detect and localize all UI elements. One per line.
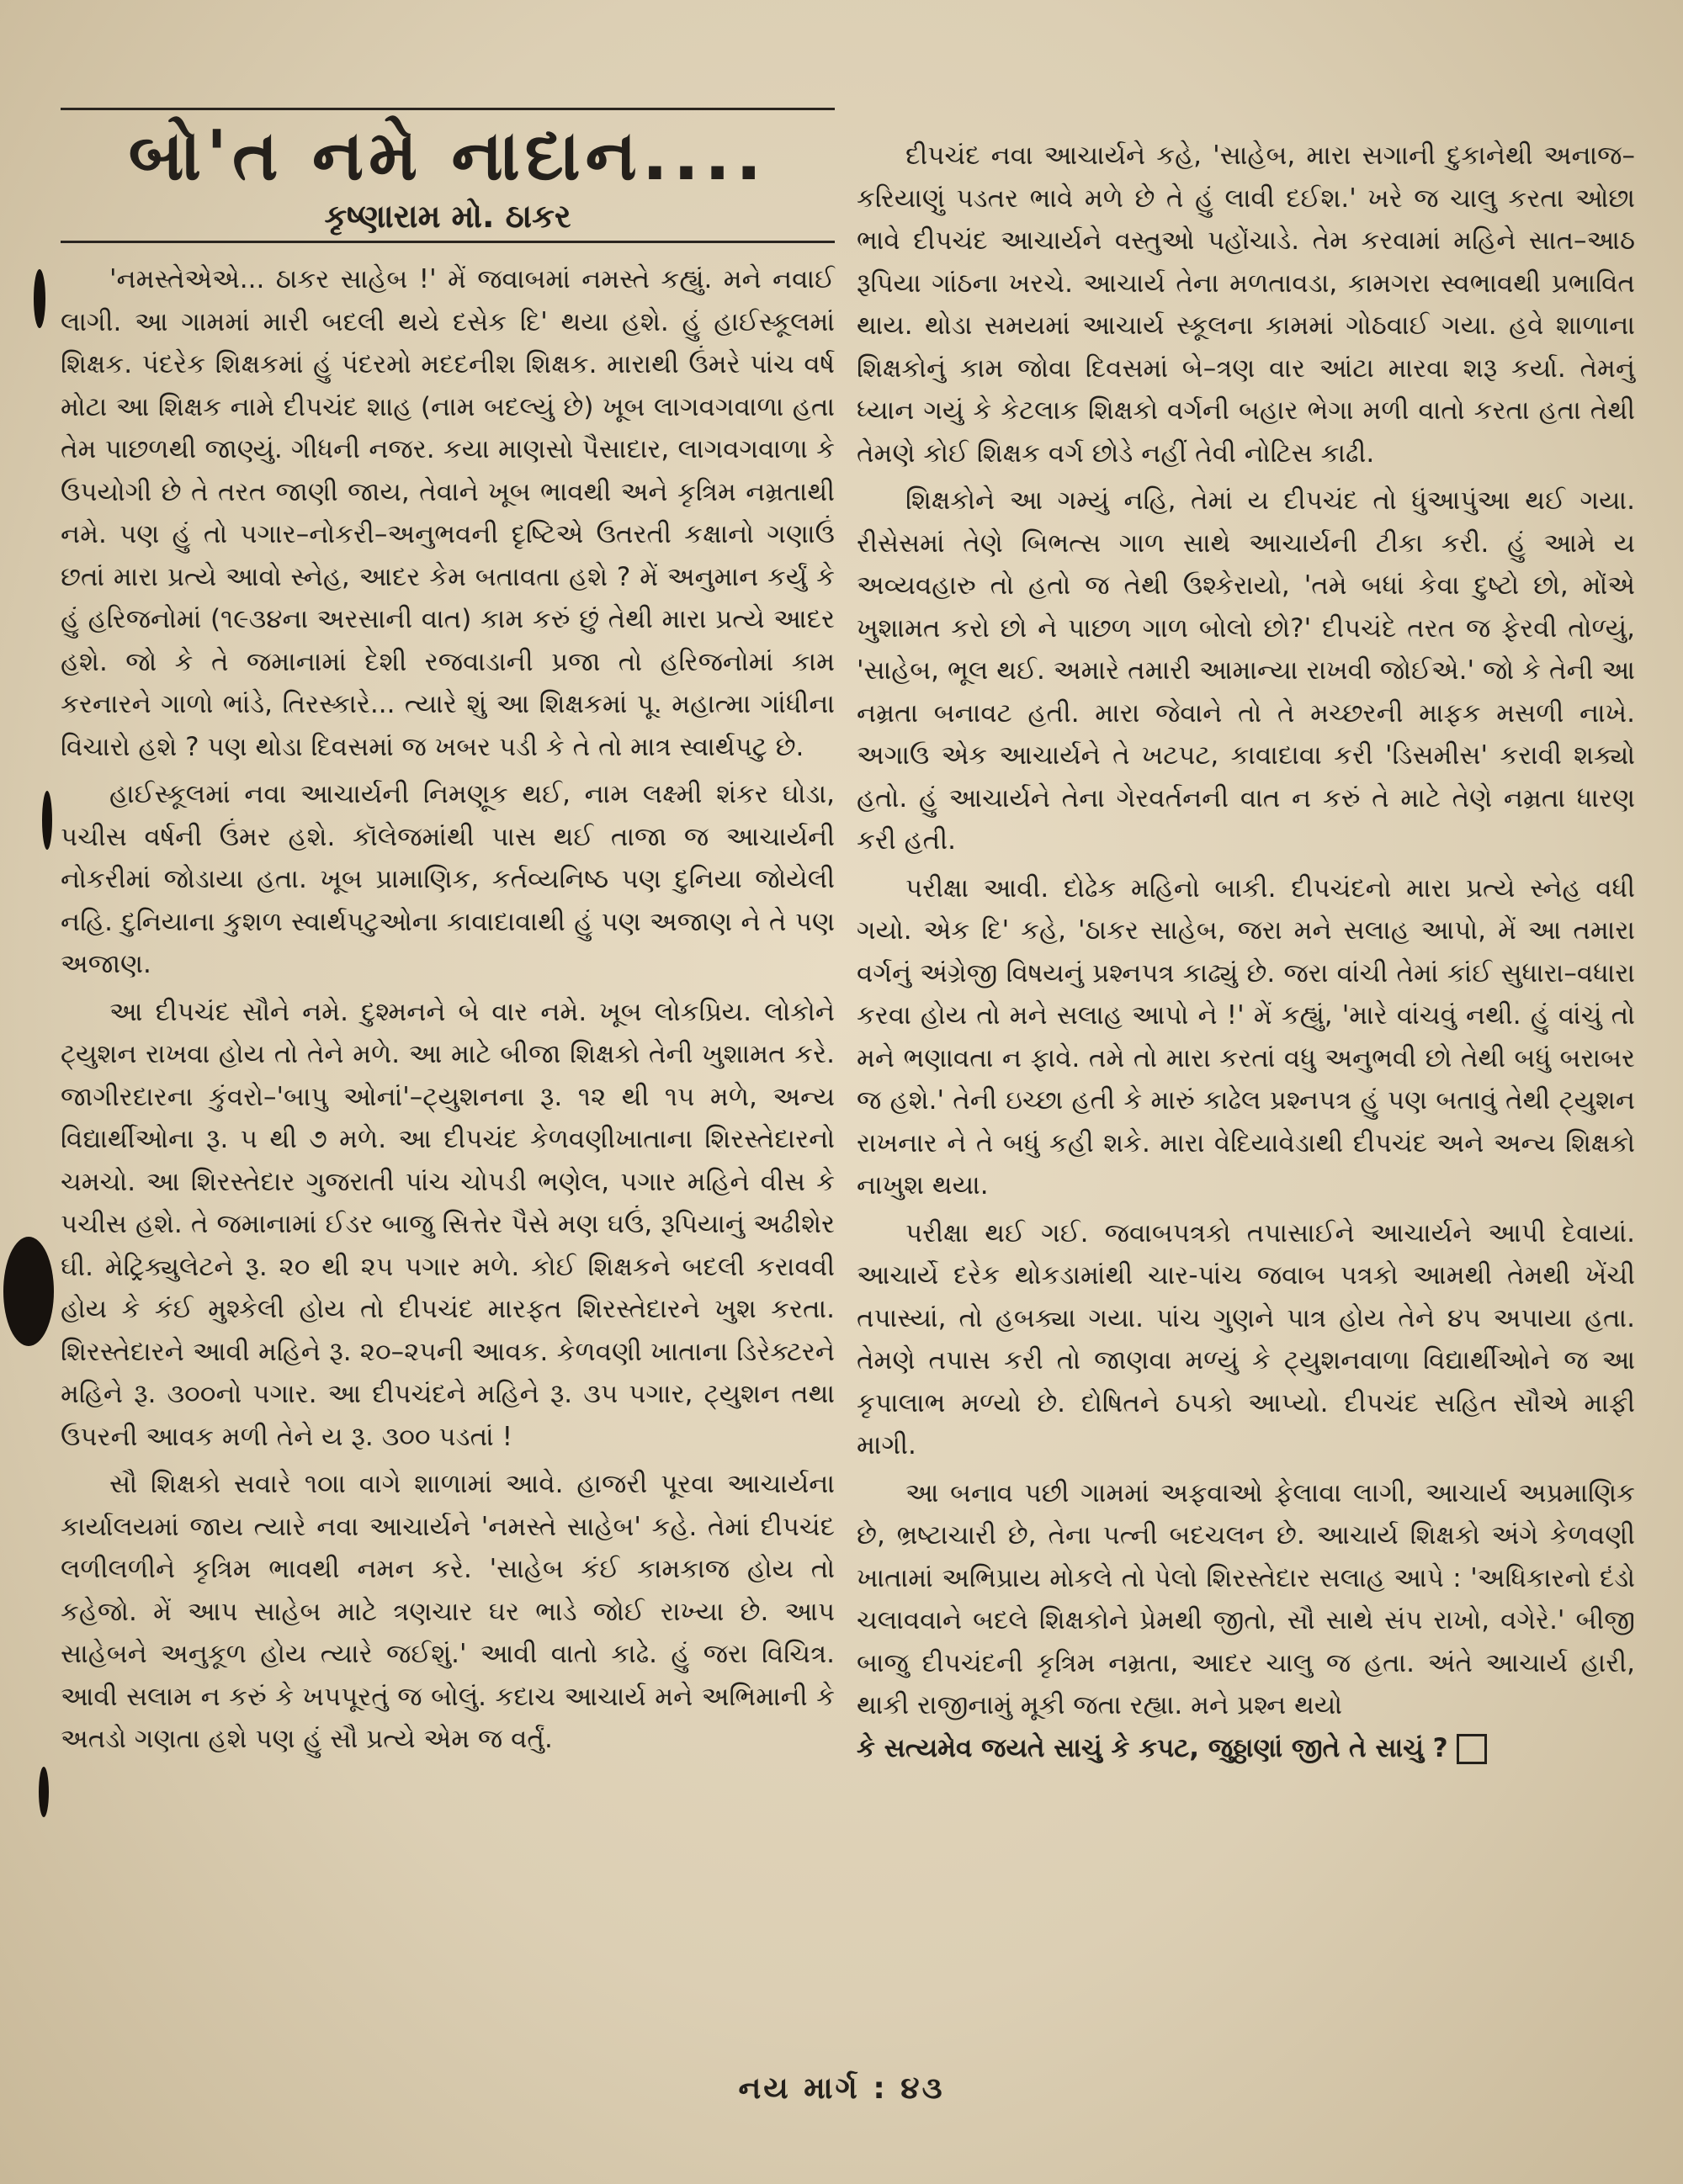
body-paragraph: પરીક્ષા થઈ ગઈ. જવાબપત્રકો તપાસાઈને આચાર્યને આપી દેવાયાં. આચાર્યે દરેક થોકડામાંથી ચાર-પાંચ જવાબ પત્રકો આમથી તેમથી ખેંચી તપાસ્યાં, તો હબક્યા ગયા. પાંચ ગુણને પાત્ર હોય તેને ૪૫ અપાયા હતા. તેમણે તપાસ કરી તો જાણવા મળ્યું કે ટ્યુશનવાળા વિદ્યાર્થીઓને જ આ કૃપાલાભ મળ્યો છે. દોષિતને ઠપકો આપ્યો. દીપચંદ સહિત સૌએ માફી માગી. xyxy=(857,1217,1635,1460)
closing-line: કે સત્યમેવ જયતે સાચું કે કપટ, જુઠ્ઠાણાં જીતે તે સાચું ? xyxy=(857,1732,1448,1763)
left-column xyxy=(61,108,835,1761)
body-paragraph: આ બનાવ પછી ગામમાં અફવાઓ ફેલાવા લાગી, આચાર્ય અપ્રમાણિક છે, ભ્રષ્ટાચારી છે, તેના પત્ની બદચલન છે. આચાર્ય શિક્ષકો અંગે કેળવણી ખાતામાં અભિપ્રાય મોકલે તો પેલો શિરસ્તેદાર સલાહ આપે : 'અધિકારનો દંડો ચલાવવાને બદલે શિક્ષકોને પ્રેમથી જીતો, સૌ સાથે સંપ રાખો, વગેરે.' બીજી બાજુ દીપચંદની કૃત્રિમ નમ્રતા, આદર ચાલુ જ હતા. અંતે આચાર્ય હારી, થાકી રાજીનામું મૂકી જતા રહ્યા. મને પ્રશ્ન થયો xyxy=(857,1477,1635,1720)
body-paragraph: હાઈસ્કૂલમાં નવા આચાર્યની નિમણૂક થઈ, નામ લક્ષ્મી શંકર ઘોડા, પચીસ વર્ષની ઉંમર હશે. કૉલેજમાંથી પાસ થઈ તાજા જ આચાર્યની નોકરીમાં જોડાયા હતા. ખૂબ પ્રામાણિક, કર્તવ્યનિષ્ઠ પણ દુનિયા જોયેલી નહિ. દુનિયાના કુશળ સ્વાર્થપટુઓના કાવાદાવાથી હું પણ અજાણ ને તે પણ અજાણ. xyxy=(61,779,835,980)
title-top-rule xyxy=(61,108,835,110)
page-tear-mark xyxy=(39,1767,49,1817)
body-paragraph: આ દીપચંદ સૌને નમે. દુશ્મનને બે વાર નમે. ખૂબ લોકપ્રિય. લોકોને ટ્યુશન રાખવા હોય તો તેને મળે. આ માટે બીજા શિક્ષકો તેની ખુશામત કરે. જાગીરદારના કુંવરો–'બાપુ ઓનાં'–ટ્યુશનના રૂ. ૧૨ થી ૧૫ મળે, અન્ય વિદ્યાર્થીઓના રૂ. ૫ થી ૭ મળે. આ દીપચંદ કેળવણીખાતાના શિરસ્તેદારનો ચમચો. આ શિરસ્તેદાર ગુજરાતી પાંચ ચોપડી ભણેલ, પગાર મહિને વીસ કે પચીસ હશે. તે જમાનામાં ઈડર બાજુ સિત્તેર પૈસે મણ ઘઉં, રૂપિયાનું અઢીશેર ઘી. મેટ્રિક્યુલેટને રૂ. ૨૦ થી ૨૫ પગાર મળે. કોઈ શિક્ષકને બદલી કરાવવી હોય કે કંઈ મુશ્કેલી હોય તો દીપચંદ મારફત શિરસ્તેદારને ખુશ કરતા. શિરસ્તેદારને આવી મહિને રૂ. ૨૦–૨૫ની આવક. કેળવણી ખાતાના ડિરેક્ટરને મહિને રૂ. ૩૦૦નો પગાર. આ દીપચંદને મહિને રૂ. ૩૫ પગાર, ટ્યુશન તથા ઉપરની આવક મળી તેને ય રૂ. ૩૦૦ પડતાં ! xyxy=(61,996,835,1452)
page-footer: નય માર્ગ : ૪૩ xyxy=(738,2071,945,2106)
body-paragraph: દીપચંદ નવા આચાર્યને કહે, 'સાહેબ, મારા સગાની દુકાનેથી અનાજ–કરિયાણું પડતર ભાવે મળે છે તે હું લાવી દઈશ.' ખરે જ ચાલુ કરતા ઓછા ભાવે દીપચંદ આચાર્યને વસ્તુઓ પહોંચાડે. તેમ કરવામાં મહિને સાત–આઠ રૂપિયા ગાંઠના ખરચે. આચાર્ય તેના મળતાવડા, કામગરા સ્વભાવથી પ્રભાવિત થાય. થોડા સમયમાં આચાર્ય સ્કૂલના કામમાં ગોઠવાઈ ગયા. હવે શાળાના શિક્ષકોનું કામ જોવા દિવસમાં બે–ત્રણ વાર આંટા મારવા શરૂ કર્યા. તેમનું ધ્યાન ગયું કે કેટલાક શિક્ષકો વર્ગની બહાર ભેગા મળી વાતો કરતા હતા તેથી તેમણે કોઈ શિક્ષક વર્ગ છોડે નહીં તેવી નોટિસ કાઢી. xyxy=(857,140,1635,469)
page-hole-mark xyxy=(3,1237,54,1346)
right-column xyxy=(857,135,1635,1769)
body-paragraph: સૌ શિક્ષકો સવારે ૧૦ાા વાગે શાળામાં આવે. હાજરી પૂરવા આચાર્યના કાર્યાલયમાં જાય ત્યારે નવા આચાર્યને 'નમસ્તે સાહેબ' કહે. તેમાં દીપચંદ લળીલળીને કૃત્રિમ ભાવથી નમન કરે. 'સાહેબ કંઈ કામકાજ હોય તો કહેજો. મેં આપ સાહેબ માટે ત્રણચાર ઘર ભાડે જોઈ રાખ્યા છે. આપ સાહેબને અનુકૂળ હોય ત્યારે જઈશું.' આવી વાતો કાઢે. હું જરા વિચિત્ર. આવી સલામ ન કરું કે ખપપૂરતું જ બોલું. કદાચ આચાર્ય મને અભિમાની કે અતડો ગણતા હશે પણ હું સૌ પ્રત્યે એમ જ વર્તું. xyxy=(61,1469,835,1755)
page-tear-mark xyxy=(34,269,45,328)
body-paragraph: 'નમસ્તેએએ... ઠાકર સાહેબ !' મેં જવાબમાં નમસ્તે કહ્યું. મને નવાઈ લાગી. આ ગામમાં મારી બદલી થયે દસેક દિ' થયા હશે. હું હાઈસ્કૂલમાં શિક્ષક. પંદરેક શિક્ષકમાં હું પંદરમો મદદનીશ શિક્ષક. મારાથી ઉંમરે પાંચ વર્ષ મોટા આ શિક્ષક નામે દીપચંદ શાહ (નામ બદલ્યું છે) ખૂબ લાગવગવાળા હતા તેમ પાછળથી જાણ્યું. ગીધની નજર. કયા માણસો પૈસાદાર, લાગવગવાળા કે ઉપયોગી છે તે તરત જાણી જાય, તેવાને ખૂબ ભાવથી અને કૃત્રિમ નમ્રતાથી નમે. પણ હું તો પગાર–નોકરી–અનુભવની દૃષ્ટિએ ઉતરતી કક્ષાનો ગણાઉં છતાં મારા પ્રત્યે આવો સ્નેહ, આદર કેમ બતાવતા હશે ? મેં અનુમાન કર્યું કે હું હરિજનોમાં (૧૯૩૪ના અરસાની વાત) કામ કરું છું તેથી મારા પ્રત્યે આદર હશે. જો કે તે જમાનામાં દેશી રજવાડાની પ્રજા તો હરિજનોમાં કામ કરનારને ગાળો ભાંડે, તિરસ્કારે... ત્યારે શું આ શિક્ષકમાં પૂ. મહાત્મા ગાંધીના વિચારો હશે ? પણ થોડા દિવસમાં જ ખબર પડી કે તે તો માત્ર સ્વાર્થપટુ છે. xyxy=(61,264,835,762)
article-author: કૃષ્ણારામ મો. ઠાકર xyxy=(324,198,571,236)
body-paragraph: પરીક્ષા આવી. દોઢેક મહિનો બાકી. દીપચંદનો મારા પ્રત્યે સ્નેહ વધી ગયો. એક દિ' કહે, 'ઠાકર સાહેબ, જરા મને સલાહ આપો, મેં આ તમારા વર્ગનું અંગ્રેજી વિષયનું પ્રશ્નપત્ર કાઢ્યું છે. જરા વાંચી તેમાં કાંઈ સુધારા–વધારા કરવા હોય તો મને સલાહ આપો ને !' મેં કહ્યું, 'મારે વાંચવું નથી. હું વાંચું તો મને ભણાવતા ન ફાવે. તમે તો મારા કરતાં વધુ અનુભવી છો તેથી બધું બરાબર જ હશે.' તેની ઇચ્છા હતી કે મારું કાઢેલ પ્રશ્નપત્ર હું પણ બતાવું તેથી ટ્યુશન રાખનાર ને તે બધું કહી શકે. મારા વેદિયાવેડાથી દીપચંદ અને અન્ય શિક્ષકો નાખુશ થયા. xyxy=(857,872,1635,1201)
end-square-icon xyxy=(1457,1734,1487,1764)
closing-paragraph xyxy=(857,1727,1635,1770)
body-paragraph: શિક્ષકોને આ ગમ્યું નહિ, તેમાં ય દીપચંદ તો ધુંઆપુંઆ થઈ ગયા. રીસેસમાં તેણે બિભત્સ ગાળ સાથે આચાર્યની ટીકા કરી. હું આમે ય અવ્યવહારુ તો હતો જ તેથી ઉશ્કેરાયો, 'તમે બધાં કેવા દુષ્ટો છો, મોંએ ખુશામત કરો છો ને પાછળ ગાળ બોલો છો?' દીપચંદે તરત જ ફેરવી તોળ્યું, 'સાહેબ, ભૂલ થઈ. અમારે તમારી આમાન્યા રાખવી જોઈએ.' જો કે તેની આ નમ્રતા બનાવટ હતી. મારા જેવાને તો તે મચ્છરની માફક મસળી નાખે. અગાઉ એક આચાર્યને તે ખટપટ, કાવાદાવા કરી 'ડિસમીસ' કરાવી શક્યો હતો. હું આચાર્યને તેના ગેરવર્તનની વાત ન કરું તે માટે તેણે નમ્રતા ધારણ કરી હતી. xyxy=(857,485,1635,856)
title-bottom-rule xyxy=(61,241,835,243)
page-tear-mark xyxy=(42,791,52,850)
article-title: બો'ત નમે નાદાન.... xyxy=(128,116,767,196)
